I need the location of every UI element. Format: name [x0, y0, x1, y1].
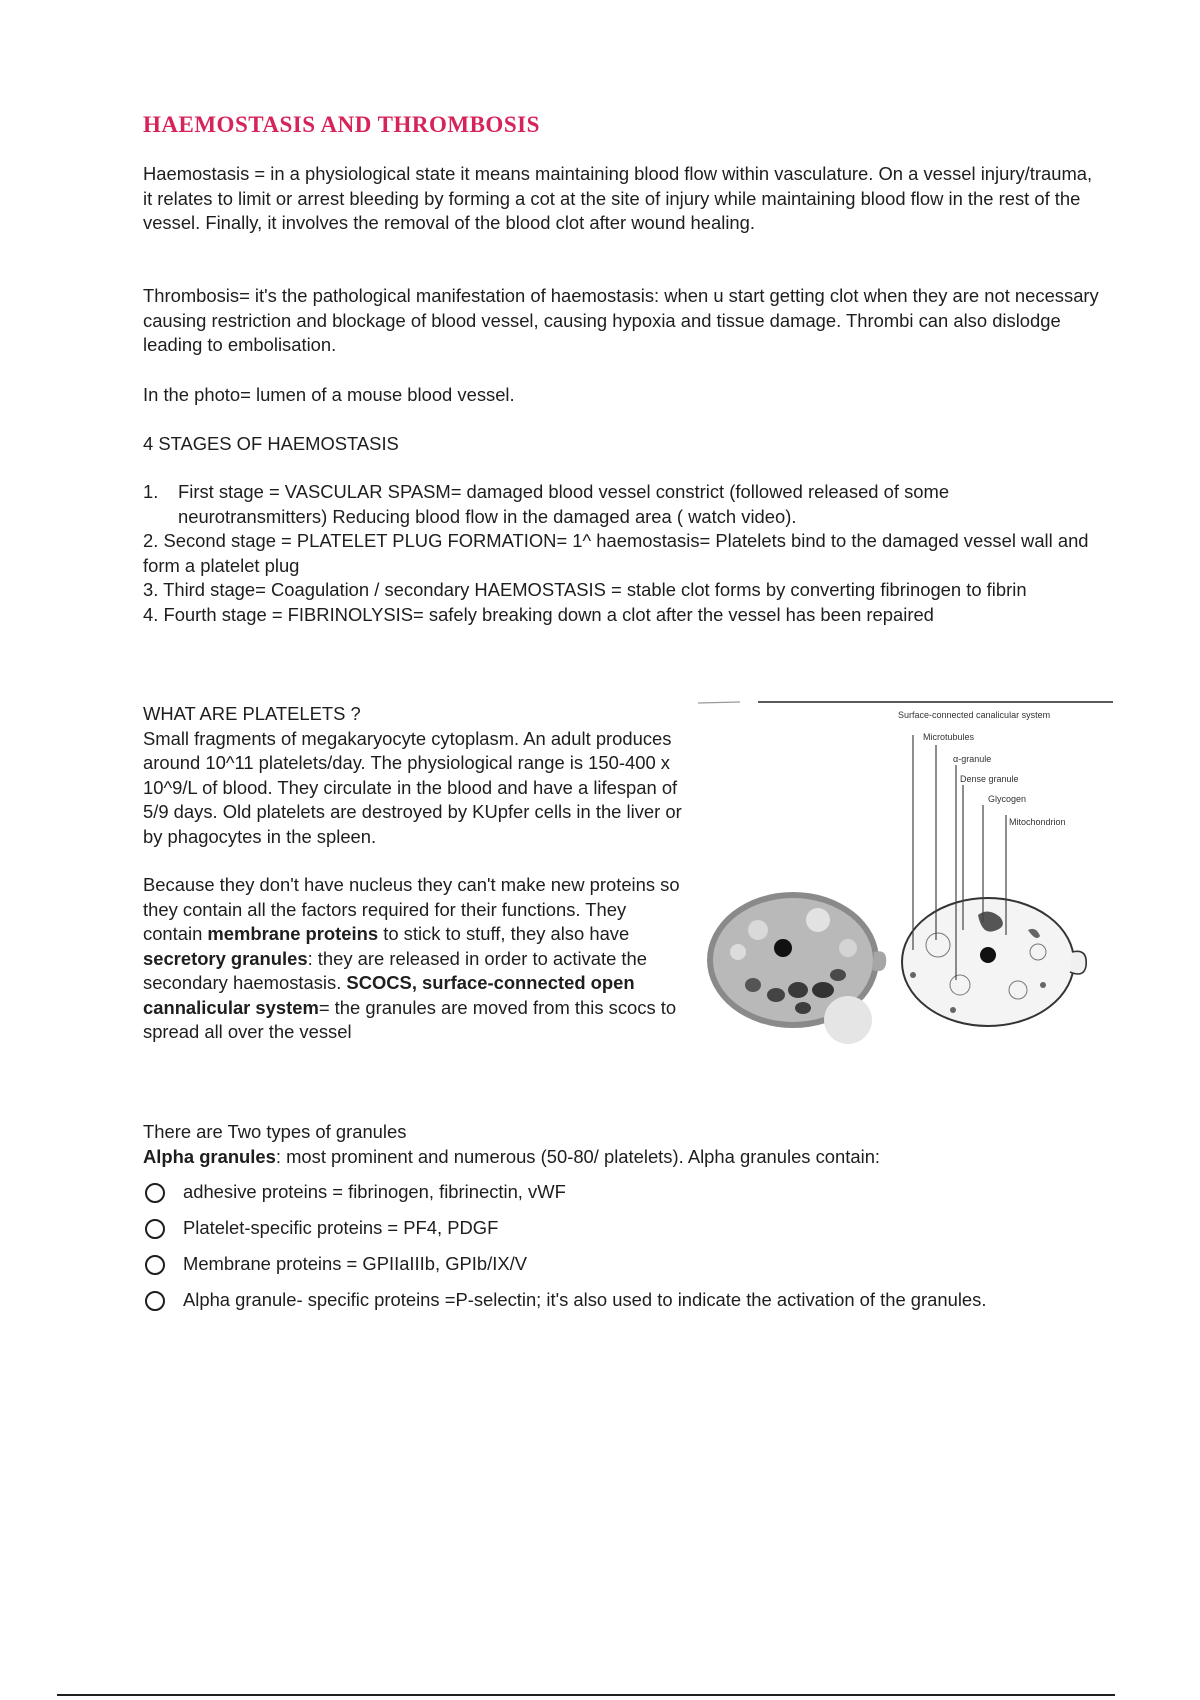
stage-item: [143, 603, 1103, 628]
list-item: [143, 1287, 1103, 1313]
stage-text: Third stage= Coagulation / secondary HAEMOSTASIS = stable clot forms by converting fibrinogen to fibrin: [163, 579, 1027, 600]
thrombosis-definition: [143, 284, 1103, 358]
platelet-ultrastructure-figure: [698, 690, 1118, 1050]
stage-text: Fourth stage = FIBRINOLYSIS= safely breaking down a clot after the vessel has been repaired: [163, 603, 934, 625]
text-run: Because they don't have nucleus they can't make new proteins so they contain all the factors required for their functions. They contain: [143, 874, 680, 944]
stage-text: First stage = VASCULAR SPASM= damaged blood vessel constrict (followed released of some neurotransmitters) Reducing blood flow in the damaged area ( watch video).: [178, 481, 950, 527]
circle-bullet-icon: [145, 1183, 165, 1203]
list-item-text: Alpha granule- specific proteins =P-selectin; it's also used to indicate the activation of the granules.: [183, 1289, 987, 1310]
platelets-paragraph-2: [143, 873, 683, 1045]
stage-number: 3.: [143, 579, 159, 600]
stage-text: Second stage = PLATELET PLUG FORMATION= 1^ haemostasis= Platelets bind to the damaged vessel wall and form a platelet plug: [143, 530, 1089, 576]
thrombosis-paragraph: Thrombosis= it's the pathological manifestation of haemostasis: when u start getting clot when they are not necessary causing restriction and blockage of blood vessel, causing hypoxia and tissue damage. Thrombi can also dislodge leading to embolisation.: [143, 285, 1099, 355]
stage-number: 4.: [143, 603, 159, 625]
page-title: HAEMOSTASIS AND THROMBOSIS: [143, 112, 540, 137]
platelet-illustration: [698, 690, 1118, 1050]
text-run: : they are released in order to activate the secondary haemostasis.: [143, 947, 647, 993]
stage-number: 2.: [143, 530, 159, 551]
photo-note: [143, 383, 1103, 408]
text-run: = the granules are moved from this scocs to spread all over the vessel: [143, 996, 677, 1042]
list-item-text: Membrane proteins = GPIIaIIIb, GPIb/IX/V: [183, 1253, 527, 1274]
stages-heading-text: 4 STAGES OF HAEMOSTASIS: [143, 433, 399, 454]
alpha-granules-text: : most prominent and numerous (50-80/ platelets). Alpha granules contain:: [275, 1145, 881, 1167]
bold-term: SCOCS, surface-connected open cannalicular system: [143, 972, 635, 1018]
label-dense-granule: Dense granule: [960, 774, 1019, 784]
bottom-rule: [57, 1694, 1115, 1696]
alpha-granules-line: [143, 1145, 1103, 1170]
platelets-heading: WHAT ARE PLATELETS ?: [143, 703, 361, 724]
bold-term: secretory granules: [143, 947, 308, 969]
stage-number: 1.: [143, 481, 159, 502]
stages-list: [143, 480, 1103, 627]
drawing-platelet: [902, 898, 1086, 1026]
label-mitochondrion: Mitochondrion: [1009, 817, 1066, 827]
platelets-paragraph-1: Small fragments of megakaryocyte cytoplasm. An adult produces around 10^11 platelets/day. The physiological range is 150-400 x 10^9/L of blood. They circulate in the blood and have a lifespan of 5/9 days. Old platelets are destroyed by KUpfer cells in the liver or by phagocytes in the spleen.: [143, 727, 682, 847]
stage-item: [143, 529, 1103, 578]
alpha-granules-label: Alpha granules: [143, 1145, 276, 1167]
micrograph-platelet: [707, 892, 886, 1044]
haemostasis-definition: [143, 162, 1103, 236]
label-alpha-granule: α-granule: [953, 754, 992, 764]
circle-bullet-icon: [145, 1291, 165, 1311]
stage-item: [143, 578, 1103, 603]
list-item: [143, 1215, 1103, 1241]
circle-bullet-icon: [145, 1219, 165, 1239]
circle-bullet-icon: [145, 1255, 165, 1275]
stages-heading: [143, 432, 1103, 457]
label-microtubules: Microtubules: [923, 732, 975, 742]
stage-item: [143, 480, 1103, 529]
list-item-text: adhesive proteins = fibrinogen, fibrinectin, vWF: [183, 1181, 566, 1202]
list-item-text: Platelet-specific proteins = PF4, PDGF: [183, 1217, 499, 1238]
bold-term: membrane proteins: [207, 923, 379, 944]
label-glycogen: Glycogen: [988, 794, 1027, 804]
text-run: to stick to stuff, they also have: [378, 923, 630, 944]
label-surface-connected-system: Surface-connected canalicular system: [898, 710, 1051, 720]
list-item: [143, 1251, 1103, 1277]
photo-note-text: In the photo= lumen of a mouse blood vessel.: [143, 384, 515, 405]
haemostasis-paragraph: Haemostasis = in a physiological state it means maintaining blood flow within vasculature. On a vessel injury/trauma, it relates to limit or arrest bleeding by forming a cot at the site of injury while maintaining blood flow in the rest of the vessel. Finally, it involves the removal of the blood clot after wound healing.: [143, 163, 1093, 233]
granules-section: [143, 1120, 1103, 1323]
list-item: [143, 1179, 1103, 1205]
alpha-granule-list: [143, 1179, 1103, 1313]
granules-intro: There are Two types of granules: [143, 1121, 407, 1142]
platelets-section: [143, 702, 683, 1045]
